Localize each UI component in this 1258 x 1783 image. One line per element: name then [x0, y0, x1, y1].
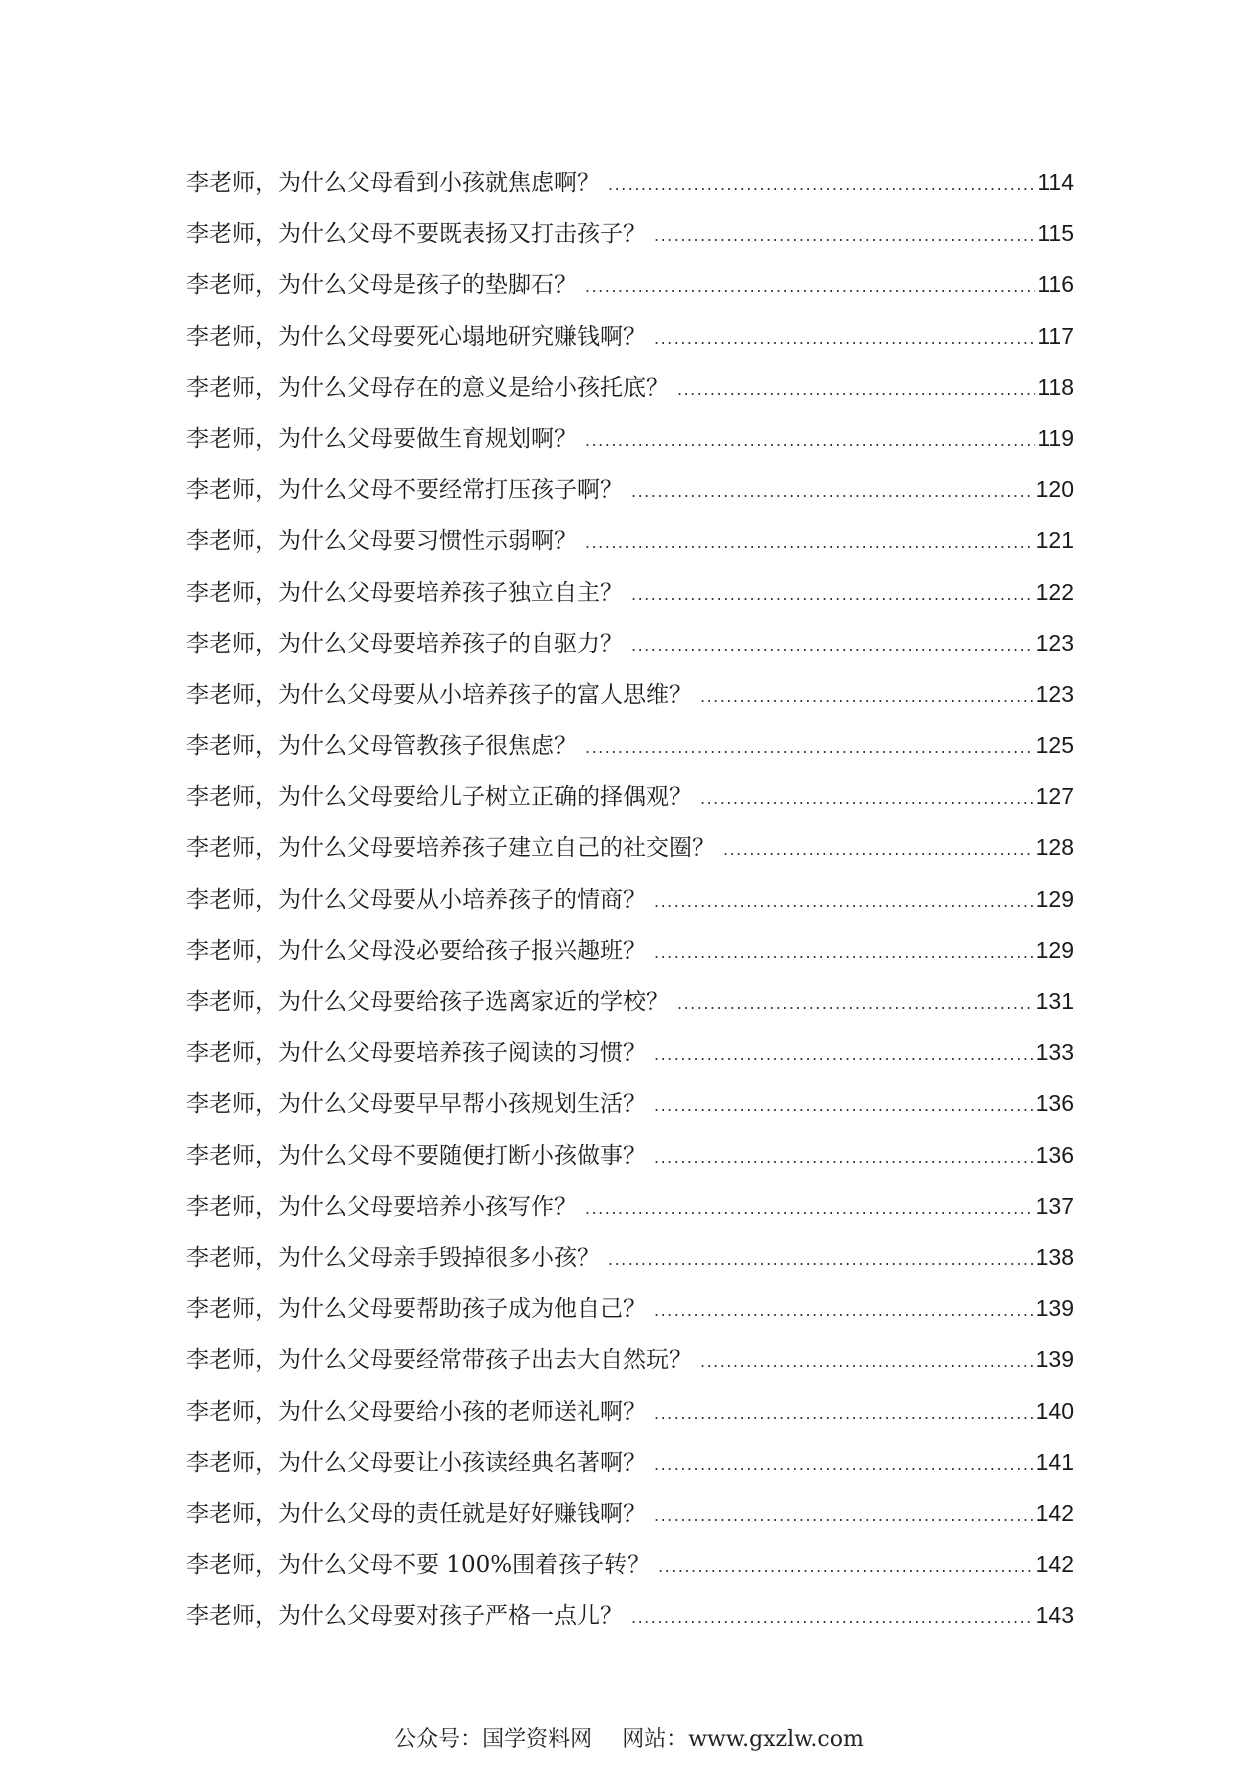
toc-entry[interactable]	[186, 976, 1074, 1027]
toc-entry[interactable]	[186, 1539, 1074, 1590]
toc-entry-page-number: 139	[1035, 1346, 1074, 1373]
dot-leader	[631, 1592, 1034, 1643]
toc-entry-title: 李老师，为什么父母要死心塌地研究赚钱啊？	[186, 323, 646, 350]
toc-entry-page-number: 123	[1035, 680, 1074, 707]
toc-entry-page-number: 129	[1035, 936, 1074, 963]
toc-entry-title: 李老师，为什么父母的责任就是好好赚钱啊？	[186, 1500, 646, 1527]
dot-leader	[700, 671, 1034, 722]
toc-entry-title: 李老师，为什么父母要培养孩子建立自己的社交圈？	[186, 835, 715, 862]
toc-entry-title: 李老师，为什么父母存在的意义是给小孩托底？	[186, 374, 669, 401]
table-of-contents	[186, 157, 1074, 1641]
toc-entry[interactable]	[186, 1488, 1074, 1539]
dot-leader	[677, 364, 1035, 415]
dot-leader	[654, 1029, 1034, 1080]
toc-entry[interactable]	[186, 208, 1074, 259]
toc-entry-page-number: 139	[1035, 1295, 1074, 1322]
toc-entry[interactable]	[186, 618, 1074, 669]
dot-leader	[654, 1490, 1034, 1541]
toc-entry-title: 李老师，为什么父母要帮助孩子成为他自己？	[186, 1296, 646, 1323]
dot-leader	[654, 1285, 1034, 1336]
toc-entry[interactable]	[186, 515, 1074, 566]
toc-entry-page-number: 117	[1037, 322, 1074, 349]
toc-entry-page-number: 115	[1037, 220, 1074, 247]
dot-leader	[585, 1183, 1034, 1234]
toc-entry-page-number: 136	[1035, 1141, 1074, 1168]
toc-entry-title: 李老师，为什么父母要从小培养孩子的富人思维？	[186, 681, 692, 708]
toc-entry-title: 李老师，为什么父母要从小培养孩子的情商？	[186, 886, 646, 913]
toc-entry-page-number: 140	[1035, 1397, 1074, 1424]
toc-entry-page-number: 136	[1035, 1090, 1074, 1117]
toc-entry-title: 李老师，为什么父母不要经常打压孩子啊？	[186, 477, 623, 504]
toc-entry[interactable]	[186, 669, 1074, 720]
dot-leader	[654, 313, 1035, 364]
toc-entry[interactable]	[186, 720, 1074, 771]
toc-entry-page-number: 142	[1035, 1551, 1074, 1578]
dot-leader	[631, 620, 1034, 671]
dot-leader	[700, 773, 1034, 824]
footer-wechat: 公众号：国学资料网	[394, 1727, 593, 1752]
toc-entry-page-number: 129	[1035, 885, 1074, 912]
toc-entry-title: 李老师，为什么父母要给小孩的老师送礼啊？	[186, 1398, 646, 1425]
toc-entry-title: 李老师，为什么父母要早早帮小孩规划生活？	[186, 1091, 646, 1118]
dot-leader	[585, 517, 1034, 568]
toc-entry[interactable]	[186, 1130, 1074, 1181]
toc-entry[interactable]	[186, 413, 1074, 464]
dot-leader	[723, 824, 1034, 875]
toc-entry-title: 李老师，为什么父母要经常带孩子出去大自然玩？	[186, 1347, 692, 1374]
toc-entry-title: 李老师，为什么父母要给孩子选离家近的学校？	[186, 989, 669, 1015]
toc-entry[interactable]	[186, 311, 1074, 362]
dot-leader	[654, 927, 1034, 978]
toc-entry-title: 李老师，为什么父母要做生育规划啊？	[186, 425, 577, 452]
toc-entry-title: 李老师，为什么父母要习惯性示弱啊？	[186, 528, 577, 555]
toc-entry-page-number: 127	[1035, 783, 1074, 810]
toc-entry-page-number: 120	[1035, 476, 1074, 503]
toc-entry-page-number: 116	[1037, 271, 1074, 298]
toc-entry-title: 李老师，为什么父母不要既表扬又打击孩子？	[186, 221, 646, 248]
toc-entry[interactable]	[186, 157, 1074, 208]
toc-entry[interactable]	[186, 925, 1074, 976]
dot-leader	[608, 1234, 1034, 1285]
toc-entry[interactable]	[186, 1334, 1074, 1385]
toc-entry[interactable]	[186, 1232, 1074, 1283]
dot-leader	[654, 876, 1034, 927]
toc-entry-page-number: 133	[1035, 1039, 1074, 1066]
toc-entry-page-number: 121	[1035, 527, 1074, 554]
toc-entry-title: 李老师，为什么父母要让小孩读经典名著啊？	[186, 1449, 646, 1476]
toc-entry-title: 李老师，为什么父母要培养小孩写作？	[186, 1193, 577, 1220]
toc-entry[interactable]	[186, 567, 1074, 618]
toc-entry-title: 李老师，为什么父母不要 100%围着孩子转？	[186, 1552, 651, 1579]
toc-entry-title: 李老师，为什么父母要培养孩子独立自主？	[186, 579, 623, 606]
toc-entry-page-number: 128	[1035, 834, 1074, 861]
footer-website: 网站：www.gxzlw.com	[622, 1727, 864, 1752]
toc-entry[interactable]	[186, 362, 1074, 413]
toc-entry[interactable]	[186, 874, 1074, 925]
dot-leader	[585, 261, 1035, 312]
toc-entry[interactable]	[186, 259, 1074, 310]
toc-entry-page-number: 122	[1035, 578, 1074, 605]
dot-leader	[677, 978, 1034, 1029]
dot-leader	[631, 569, 1034, 620]
dot-leader	[585, 722, 1034, 773]
toc-entry[interactable]	[186, 1386, 1074, 1437]
toc-entry[interactable]	[186, 771, 1074, 822]
dot-leader	[654, 1439, 1034, 1490]
toc-entry[interactable]	[186, 822, 1074, 873]
dot-leader	[608, 159, 1035, 210]
dot-leader	[700, 1336, 1034, 1387]
toc-entry-title: 李老师，为什么父母不要随便打断小孩做事？	[186, 1142, 646, 1169]
toc-entry-title: 李老师，为什么父母管教孩子很焦虑？	[186, 733, 577, 760]
toc-entry-title: 李老师，为什么父母没必要给孩子报兴趣班？	[186, 937, 646, 964]
page-footer	[0, 1722, 1258, 1753]
toc-entry[interactable]	[186, 1590, 1074, 1641]
toc-entry[interactable]	[186, 1078, 1074, 1129]
dot-leader	[654, 1080, 1034, 1131]
toc-entry-title: 李老师，为什么父母要培养孩子阅读的习惯？	[186, 1040, 646, 1067]
toc-entry-page-number: 123	[1035, 629, 1074, 656]
toc-entry[interactable]	[186, 1027, 1074, 1078]
toc-entry-page-number: 143	[1035, 1602, 1074, 1629]
toc-entry-title: 李老师，为什么父母要给儿子树立正确的择偶观？	[186, 784, 692, 811]
toc-entry-title: 李老师，为什么父母要对孩子严格一点儿？	[186, 1603, 623, 1630]
toc-entry-page-number: 118	[1037, 373, 1074, 400]
toc-entry-title: 李老师，为什么父母看到小孩就焦虑啊？	[186, 170, 600, 196]
toc-entry-title: 李老师，为什么父母亲手毁掉很多小孩？	[186, 1244, 600, 1271]
toc-entry-page-number: 131	[1035, 988, 1074, 1014]
toc-entry[interactable]	[186, 1437, 1074, 1488]
dot-leader	[658, 1541, 1034, 1592]
toc-entry[interactable]	[186, 1283, 1074, 1334]
toc-entry-page-number: 137	[1035, 1192, 1074, 1219]
dot-leader	[585, 415, 1035, 466]
toc-entry-page-number: 142	[1035, 1499, 1074, 1526]
toc-entry-page-number: 114	[1037, 169, 1074, 195]
toc-entry-page-number: 119	[1037, 424, 1074, 451]
toc-entry-page-number: 125	[1035, 732, 1074, 759]
dot-leader	[654, 210, 1035, 261]
toc-entry-title: 李老师，为什么父母是孩子的垫脚石？	[186, 272, 577, 299]
toc-entry[interactable]	[186, 1181, 1074, 1232]
toc-entry[interactable]	[186, 464, 1074, 515]
dot-leader	[654, 1388, 1034, 1439]
dot-leader	[631, 466, 1034, 517]
dot-leader	[654, 1132, 1034, 1183]
toc-entry-page-number: 138	[1035, 1243, 1074, 1270]
toc-entry-page-number: 141	[1035, 1448, 1074, 1475]
toc-entry-title: 李老师，为什么父母要培养孩子的自驱力？	[186, 630, 623, 657]
